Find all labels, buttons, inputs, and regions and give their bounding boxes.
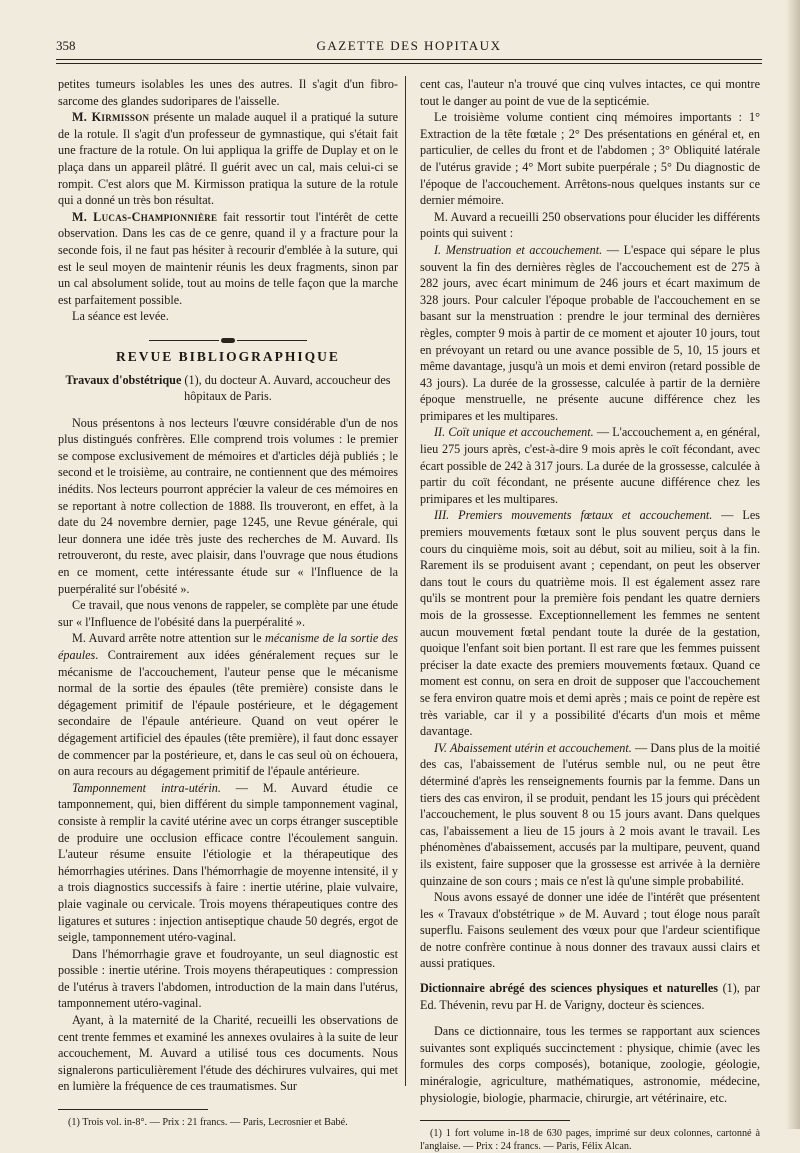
paragraph [58, 630, 398, 779]
paragraph [420, 424, 760, 507]
left-column [58, 76, 398, 1129]
book-title: Dictionnaire abrégé des sciences physiques et naturelles [420, 981, 718, 996]
footnote-rule [58, 1109, 208, 1110]
section-title: REVUE BIBLIOGRAPHIQUE [116, 348, 340, 364]
paragraph: M. Auvard a recueilli 250 observations pour élucider les différents points qui suivent : [420, 209, 760, 241]
paragraph-text: . Contrairement aux idées généralement reçues sur le mécanisme de l'accouchement, l'auteur pense que le mécanisme normal de la sortie des épaules (tête première) consiste dans le dégagement primitif de l'épaule postérieure, et le dégagement secondaire de l'épaule antérieure. Quand on veut opérer le dégagement artificiel des épaules (tête première), il faut donc essayer de commencer par la postérieure, et, dans le cas seul où on échouera, on aura recours au dégagement primitif de l'épaule antérieure. [58, 648, 398, 779]
speaker-name: M. Lucas-Championnière [72, 209, 218, 224]
italic-phrase: I. Menstruation et accouchement. [434, 242, 603, 257]
header-rule-thin [56, 63, 762, 64]
paragraph-text: — L'espace qui sépare le plus souvent la fin des dernières règles de l'accouchement est de 275 à 282 jours, avec écart minimum de 246 jours et écart maximum de 328 jours. Pour calculer l'époque probable de l'accouchement en se basant sur la menstruation : prendre le jour terminal des dernières règles, compter 9 mois à partir de ce moment et ajouter 10 jours, tout en prévoyant un retard ou une avance possible de 5, 10, 15 jours et même davantage, jusqu'à un mois et demi environ (retard possible de 43 jours). La durée de la grossesse, calculée à partir de la dernière époque menstruelle, ne présente aucune différence chez les primipares et les multipares. [420, 242, 760, 423]
paragraph [58, 780, 398, 946]
paragraph-text: — Les premiers mouvements fœtaux sont le plus souvent perçus dans le cours du cinquième mois, soit au début, soit au milieu, soit à la fin. Rarement ils se produisent avant ; cependant, on peut les observer dans tout le cours du quatrième mois. Il est également assez rare qu'ils se montrent pour la première fois pendant les quatre derniers mois de la grossesse. Exceptionnellement les femmes ne sentent aucun mouvement fœtal pendant toute la durée de la gestation, quoique l'enfant soit bien portant. Il est rare que les femmes puissent préciser la date exacte des premiers mouvements fœtaux. Quand ce moment est connu, on sera en droit de supposer que l'accouchement se fera environ quatre mois et demi après ; mais ce point de repère est très variable, car il y a possibilité d'écarts d'un mois et même davantage. [420, 508, 760, 739]
book-heading [58, 372, 398, 405]
paragraph-text: M. Auvard arrête notre attention sur le [72, 631, 262, 646]
column-divider [405, 76, 406, 1086]
paragraph: Le troisième volume contient cinq mémoires importants : 1° Extraction de la tête fœtale ; 2° Des présentations en général et, en particulier, de celles du front et de l'abdomen ; 3° Obliquité latérale de l'utérus gravide ; 4° Mort subite puerpérale ; 5° Du diagnostic de l'époque de l'accouchement. Arrêtons-nous quelques instants sur ce dernier mémoire. [420, 110, 760, 208]
right-column [420, 76, 760, 1153]
paragraph [58, 109, 398, 209]
footnote-rule [420, 1120, 570, 1121]
footnote: (1) 1 fort volume in-18 de 630 pages, imprimé sur deux colonnes, cartonné à l'anglaise. — Prix : 24 francs. — Paris, Félix Alcan. [420, 1128, 760, 1153]
page-edge-shadow [786, 0, 800, 1129]
paragraph: cent cas, l'auteur n'a trouvé que cinq vulves intactes, ce qui montre tout le danger au point de vue de la septicémie. [420, 77, 760, 108]
footnote-ref: (1) [722, 981, 737, 996]
speaker-name: M. Kirmisson [72, 110, 150, 125]
paragraph-text: — L'accouchement a, en général, lieu 275 jours après, c'est-à-dire 9 mois après le coït fécondant, avec écart possible de 242 à 317 jours. La durée de la grossesse, calculée à partir du coït fécondant, ne présente aucune différence chez les primipares et les multipares. [420, 425, 760, 506]
journal-title: GAZETTE DES HOPITAUX [316, 38, 502, 53]
italic-phrase: Tamponnement intra-utérin. [72, 780, 221, 795]
paragraph-text: présente un malade auquel il a pratiqué la suture de la rotule. Il s'agit d'un professeur de gymnastique, qui s'était fait une fracture de la rotule. On lui appliqua la griffe de Duplay et on le plaça dans un appareil plâtré. Il guérit avec un cal, mais celui-ci se rompit. C'est alors que M. Kirmisson pratiqua la suture de la rotule qui a donné un très bon résultat. [58, 110, 398, 208]
paragraph-text: fait ressortir tout l'intérêt de cette observation. Dans les cas de ce genre, quand il y a fracture pour la seconde fois, il ne faut pas hésiter à recourir d'emblée à la suture, qui est le seul moyen de maintenir réunis les deux fragments, sinon par un cal absolument solide, tout au moins de telle façon que la marche est parfaitement possible. [58, 209, 398, 307]
paragraph-text: — M. Auvard étudie ce tamponnement, qui, bien différent du simple tamponnement vaginal, consiste à remplir la cavité utérine avec un corps étranger susceptible de produire une occlusion efficace contre l'écoulement sanguin. L'auteur résume ensuite l'étiologie et la thérapeutique des hémorrhagies utérines. Dans l'hémorrhagie de moyenne intensité, il y a trois diagnostics successifs à faire : inertie utérine, plaie vulvaire, plaie vaginale ou cervicale. Trois moyens thérapeutiques contre des ligatures et sutures : injection antiseptique chaude 50 degrés, ergot de seigle, tamponnement utéro-vaginal. [58, 780, 399, 945]
book-title: Travaux d'obstétrique [65, 372, 182, 387]
paragraph: Ayant, à la maternité de la Charité, recueilli les observations de cent trente femmes et examiné les annexes ovulaires à la suite de leur accouchement, M. Auvard a utilisé tous ces documents. Nous signalerons particulièrement l'étude des déchirures vulvaires, qui met en lumière la fréquence de ces traumatismes. Sur [58, 1013, 398, 1094]
paragraph [420, 740, 760, 889]
paragraph: Dans ce dictionnaire, tous les termes se rapportant aux sciences suivantes sont expliqués succinctement : physique, chimie (avec les formules des corps composés), botanique, zoologie, géologie, minéralogie, agriculture, mathématiques, astronomie, médecine, physiologie, biologie, pharmacie, chirurgie, art vétérinaire, etc. [420, 1024, 760, 1105]
italic-phrase: II. Coït unique et accouchement. [434, 425, 594, 440]
paragraph: Nous présentons à nos lecteurs l'œuvre considérable d'un de nos plus distingués confrères. Elle comprend trois volumes : le premier se compose exclusivement de mémoires et d'articles déjà publiés ; le second et le troisième, au contraire, ne contiennent que des mémoires inédits. Nos lecteurs pourront apprécier la valeur de ces mémoires en se reportant à notre collection de 1888. Ils trouveront, en effet, à la date du 24 novembre dernier, page 1245, une Revue générale, qui leur donnera une idée très juste des recherches de M. Auvard. Ils retrouveront, du reste, avec plaisir, dans l'ouvrage que nous étudions en ce moment, cette intéressante étude sur « l'Influence de la puerpéralité sur l'obésité ». [58, 415, 398, 596]
page-number: 358 [56, 38, 76, 53]
book-byline: , par Ed. Thévenin, revu par H. de Varigny, docteur ès sciences. [420, 981, 761, 1012]
header-rule-thick [56, 59, 762, 60]
book-heading [420, 980, 760, 1013]
running-header [56, 38, 762, 58]
italic-phrase: IV. Abaissement utérin et accouchement. [434, 740, 632, 755]
section-ornament [58, 331, 398, 339]
footnote: (1) Trois vol. in-8°. — Prix : 21 francs. — Paris, Lecrosnier et Babé. [68, 1117, 348, 1129]
book-byline: , du docteur A. Auvard, accoucheur des hôpitaux de Paris. [184, 372, 391, 404]
paragraph: La séance est levée. [72, 309, 169, 324]
italic-phrase: III. Premiers mouvements fœtaux et accouchement. [434, 508, 713, 523]
paragraph [420, 242, 760, 425]
paragraph: petites tumeurs isolables les unes des autres. Il s'agit d'un fibro-sarcome des glandes sudoripares de l'aisselle. [58, 77, 398, 108]
paragraph: Ce travail, que nous venons de rappeler, se complète par une étude sur « l'Influence de l'obésité dans la puerpéralité ». [58, 598, 398, 629]
paragraph: Nous avons essayé de donner une idée de l'intérêt que présentent les « Travaux d'obstétrique » de M. Auvard ; tout éloge nous paraît superflu. Faisons seulement des vœux pour que l'ardeur scientifique de notre confrère continue à nous donner des travaux aussi clairs et aussi pratiques. [420, 890, 760, 971]
paragraph-text: — Dans plus de la moitié des cas, l'abaissement de l'utérus semble nul, ou ne peut être déterminé d'après les renseignements fournis par la femme. Dans un tiers des cas environ, il se produit, pendant les 15 jours qui précèdent l'accouchement, le plus souvent 8 ou 15 jours avant. Dans quelques cas, l'abaissement a lieu de 15 jours à 2 mois avant le travail. Les phénomènes d'abaissement, accusés par la multipare, peuvent, quand ils existent, faire supposer que la grossesse est arrivée à la dernière quinzaine de son cours ; mais ce n'est là qu'une simple probabilité. [420, 740, 760, 888]
paragraph [58, 209, 398, 309]
paragraph: Dans l'hémorrhagie grave et foudroyante, un seul diagnostic est possible : inertie utérine. Trois moyens thérapeutiques : compression de l'utérus à travers l'abdomen, introduction de la main dans l'utérus, tamponnement utéro-vaginal. [58, 946, 398, 1011]
paragraph [420, 507, 760, 739]
italic-phrase: mécanisme de la sortie des épaules [58, 631, 398, 662]
footnote-ref: (1) [184, 372, 199, 387]
